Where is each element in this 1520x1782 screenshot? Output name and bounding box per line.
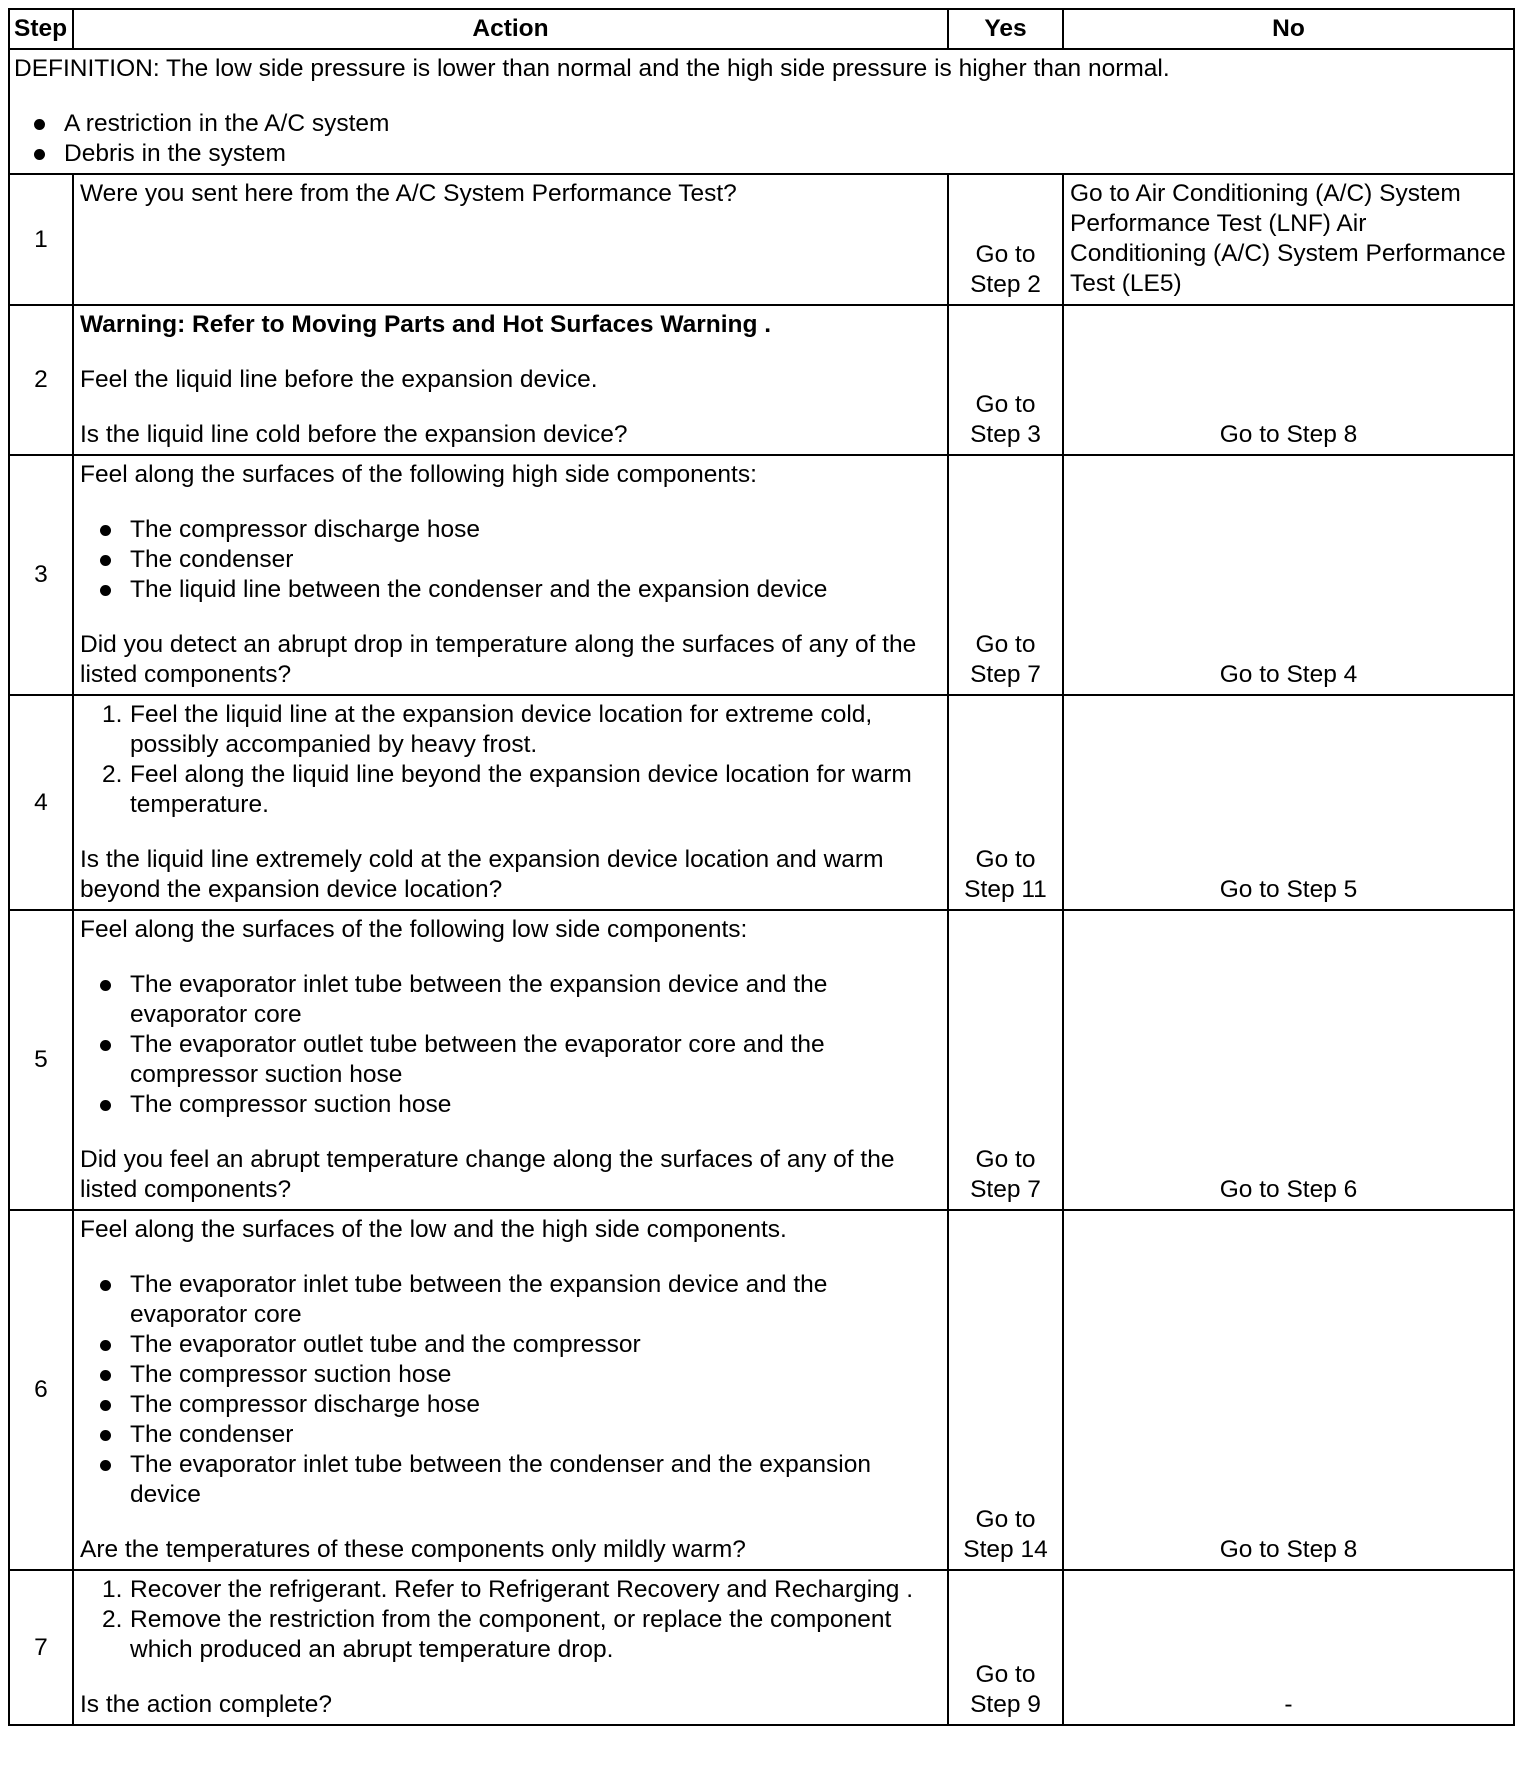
step-row-3 [9, 455, 1514, 695]
list-item: The condenser [90, 545, 941, 575]
action-cell [73, 455, 948, 695]
action-cell [73, 1570, 948, 1725]
list-item: The compressor suction hose [90, 1360, 941, 1390]
action-intro: Feel the liquid line before the expansion device. [80, 366, 598, 393]
list-item-text: Feel the liquid line at the expansion device location for extreme cold, possibly accompanied by heavy frost. [130, 701, 873, 758]
list-item: The compressor discharge hose [90, 515, 941, 545]
no-cell: Go to Air Conditioning (A/C) System Performance Test (LNF) Air Conditioning (A/C) System Performance Test (LE5) [1063, 174, 1514, 305]
yes-cell: Go to Step 9 [948, 1570, 1063, 1725]
action-question: Did you feel an abrupt temperature change along the surfaces of any of the listed components? [80, 1146, 895, 1203]
no-cell: - [1063, 1570, 1514, 1725]
action-cell [73, 174, 948, 305]
action-question: Were you sent here from the A/C System Performance Test? [80, 180, 737, 207]
header-yes: Yes [948, 9, 1063, 49]
no-cell: Go to Step 6 [1063, 910, 1514, 1210]
yes-cell: Go to Step 3 [948, 305, 1063, 455]
step-row-2 [9, 305, 1514, 455]
definition-cell [9, 49, 1514, 174]
list-item-text: Feel along the liquid line beyond the expansion device location for warm temperature. [130, 761, 912, 818]
list-item: The compressor suction hose [90, 1090, 941, 1120]
component-list [80, 1270, 941, 1510]
list-item: The condenser [90, 1420, 941, 1450]
list-item: The evaporator outlet tube between the evaporator core and the compressor suction hose [90, 1030, 941, 1090]
yes-cell: Go to Step 11 [948, 695, 1063, 910]
list-item: Debris in the system [24, 139, 1509, 169]
list-item: 1. Feel the liquid line at the expansion device location for extreme cold, possibly accompanied by heavy frost. [102, 701, 873, 758]
action-question: Is the action complete? [80, 1691, 332, 1718]
action-question: Is the liquid line cold before the expansion device? [80, 421, 628, 448]
action-question: Are the temperatures of these components only mildly warm? [80, 1536, 746, 1563]
yes-cell: Go to Step 2 [948, 174, 1063, 305]
no-cell: Go to Step 8 [1063, 305, 1514, 455]
list-item: The liquid line between the condenser and the expansion device [90, 575, 941, 605]
action-question: Did you detect an abrupt drop in temperature along the surfaces of any of the listed components? [80, 631, 917, 688]
action-intro: Feel along the surfaces of the low and the high side components. [80, 1216, 787, 1243]
header-step: Step [9, 9, 73, 49]
step-row-7 [9, 1570, 1514, 1725]
no-cell: Go to Step 5 [1063, 695, 1514, 910]
header-row [9, 9, 1514, 49]
step-row-5 [9, 910, 1514, 1210]
numbered-list [80, 1575, 941, 1665]
list-item: 1. Recover the refrigerant. Refer to Refrigerant Recovery and Recharging . [102, 1576, 914, 1603]
list-item: 2. Remove the restriction from the component, or replace the component which produced an abrupt temperature drop. [102, 1606, 892, 1663]
list-item-text: Recover the refrigerant. Refer to Refrigerant Recovery and Recharging . [130, 1576, 914, 1603]
step-number: 7 [9, 1570, 73, 1725]
list-item: The evaporator inlet tube between the expansion device and the evaporator core [90, 970, 941, 1030]
action-cell [73, 695, 948, 910]
step-row-6 [9, 1210, 1514, 1570]
component-list [80, 515, 941, 605]
list-item: The evaporator inlet tube between the condenser and the expansion device [90, 1450, 941, 1510]
list-item: The evaporator outlet tube and the compressor [90, 1330, 941, 1360]
action-cell [73, 910, 948, 1210]
step-number: 5 [9, 910, 73, 1210]
step-number: 4 [9, 695, 73, 910]
header-action: Action [73, 9, 948, 49]
action-intro: Feel along the surfaces of the following low side components: [80, 916, 748, 943]
action-cell [73, 305, 948, 455]
list-item: The compressor discharge hose [90, 1390, 941, 1420]
list-item: 2. Feel along the liquid line beyond the expansion device location for warm temperature. [102, 761, 912, 818]
step-row-4 [9, 695, 1514, 910]
list-item: The evaporator inlet tube between the expansion device and the evaporator core [90, 1270, 941, 1330]
yes-cell: Go to Step 14 [948, 1210, 1063, 1570]
action-cell [73, 1210, 948, 1570]
action-intro: Feel along the surfaces of the following high side components: [80, 461, 757, 488]
list-item: A restriction in the A/C system [24, 109, 1509, 139]
definition-bullets [14, 109, 1509, 169]
no-cell: Go to Step 8 [1063, 1210, 1514, 1570]
numbered-list [80, 700, 941, 820]
list-item-text: Remove the restriction from the component, or replace the component which produced an abrupt temperature drop. [130, 1606, 892, 1663]
yes-cell: Go to Step 7 [948, 910, 1063, 1210]
step-number: 6 [9, 1210, 73, 1570]
component-list [80, 970, 941, 1120]
definition-row [9, 49, 1514, 174]
header-no: No [1063, 9, 1514, 49]
step-number: 2 [9, 305, 73, 455]
step-number: 3 [9, 455, 73, 695]
warning-text: Warning: Refer to Moving Parts and Hot Surfaces Warning . [80, 311, 772, 338]
diagnostic-table [8, 8, 1515, 1726]
action-question: Is the liquid line extremely cold at the expansion device location and warm beyond the expansion device location? [80, 846, 884, 903]
no-cell: Go to Step 4 [1063, 455, 1514, 695]
step-number: 1 [9, 174, 73, 305]
yes-cell: Go to Step 7 [948, 455, 1063, 695]
step-row-1 [9, 174, 1514, 305]
definition-text: DEFINITION: The low side pressure is lower than normal and the high side pressure is higher than normal. [14, 55, 1170, 82]
